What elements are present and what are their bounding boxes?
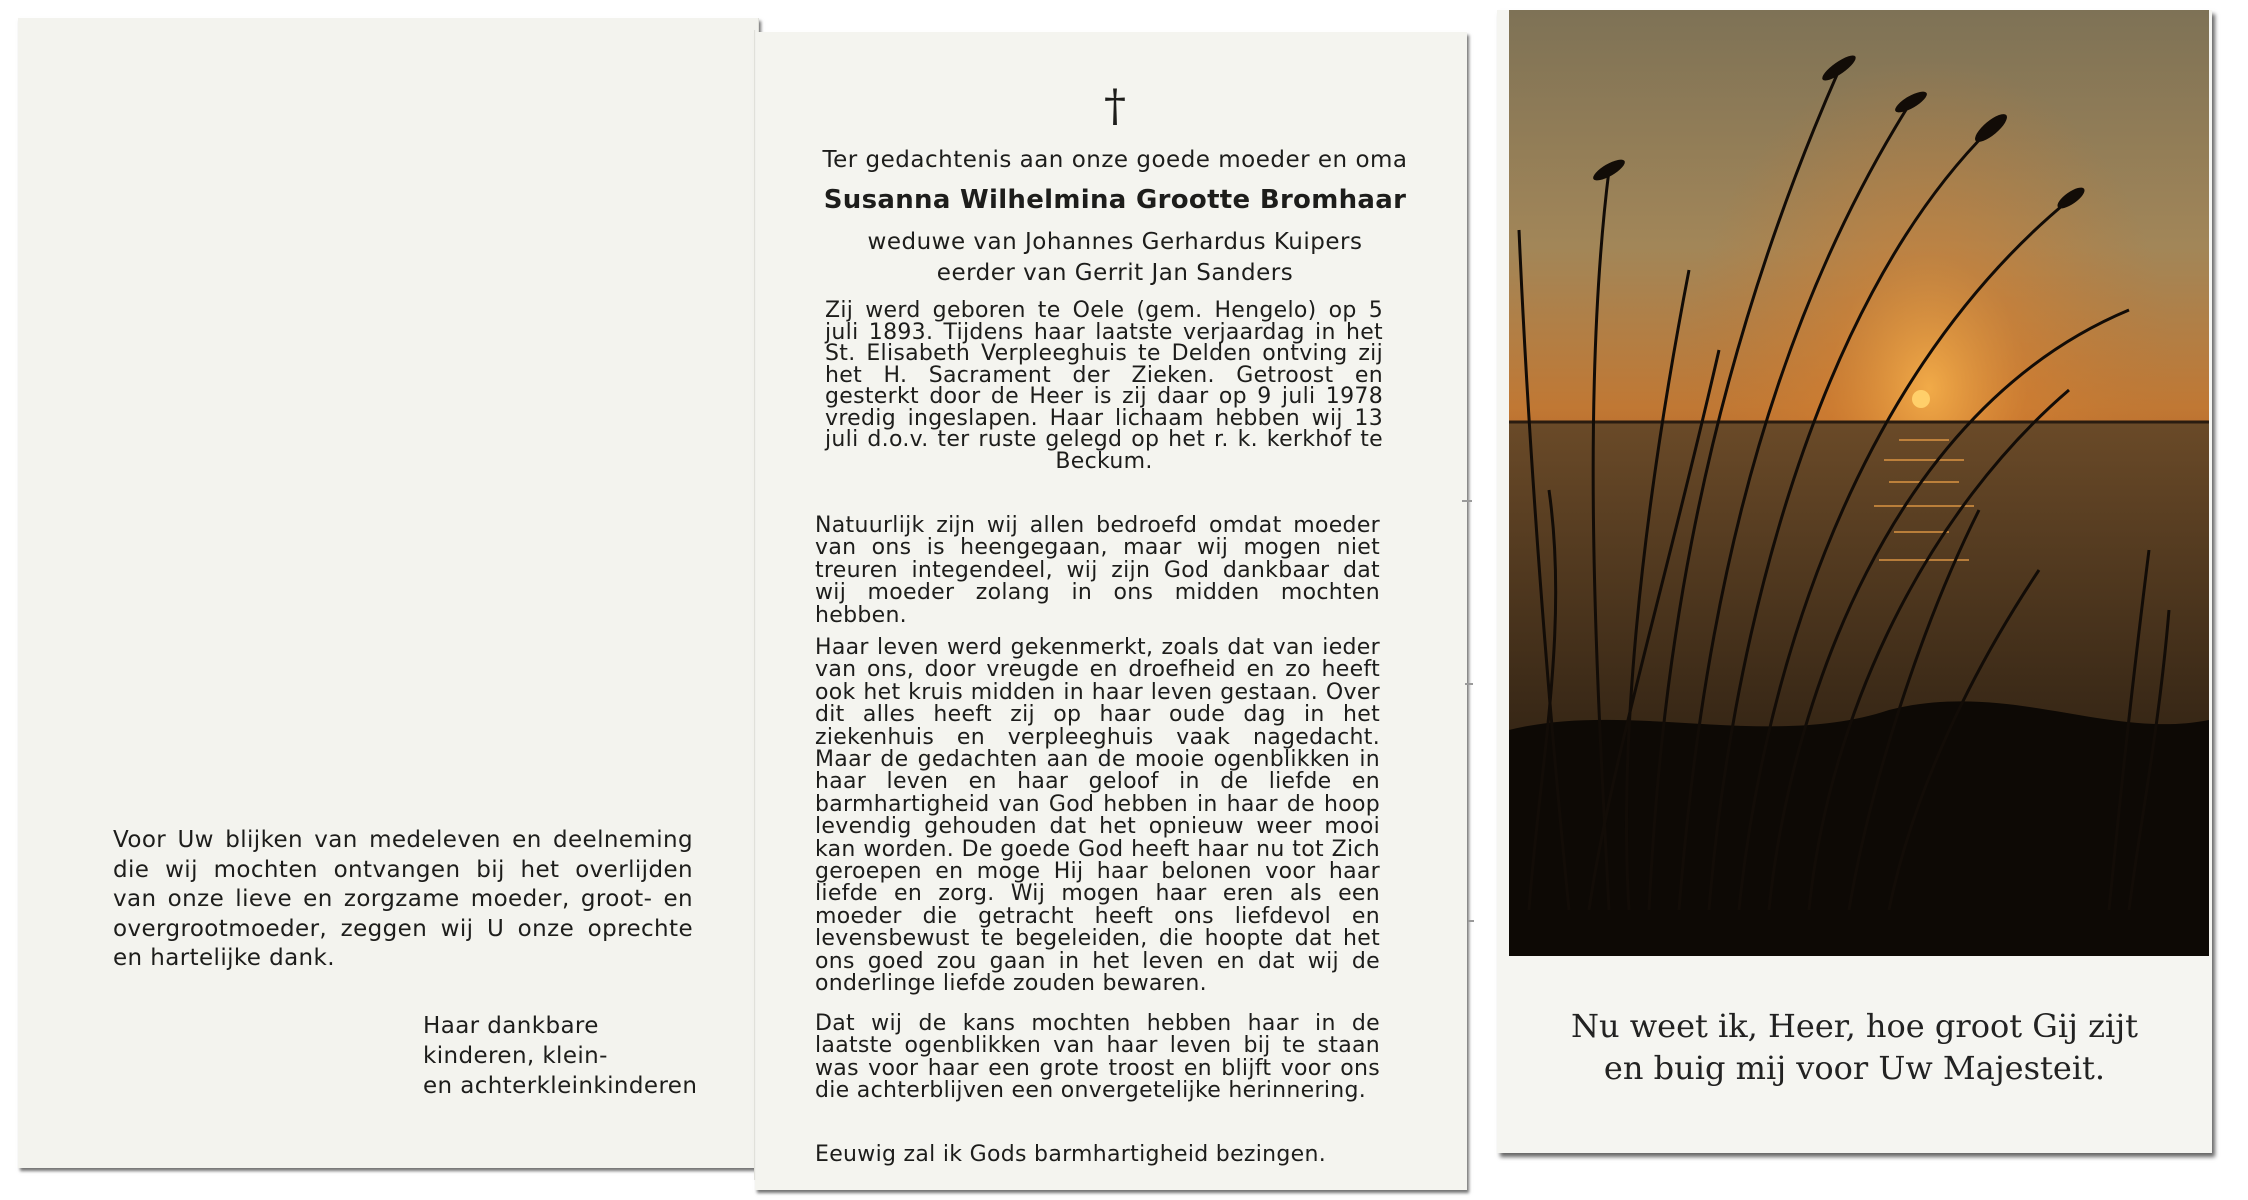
scan-mark xyxy=(1468,920,1474,922)
memorial-card-left-panel xyxy=(18,18,759,1168)
prayer-card-caption xyxy=(1497,1005,2212,1089)
scan-mark xyxy=(1465,683,1473,685)
signature-line: en achterkleinkinderen xyxy=(423,1073,698,1099)
biography-paragraph: Zij werd geboren te Oele (gem. Hengelo) op 5 juli 1893. Tijdens haar laatste verjaardag in het St. Elisabeth Verpleeghuis te Delden ontving zij het H. Sacrament der Zieken. Getroost en gesterkt door de Heer is zij daar op 9 juli 1978 vredig ingeslapen. Haar lichaam hebben wij 13 juli d.o.v. ter ruste gelegd op het r. k. kerkhof te Beckum. xyxy=(825,298,1383,474)
cross-symbol: † xyxy=(1104,81,1126,132)
text-paragraph: Dat wij de kans mochten hebben haar in de laatste ogenblikken van haar leven bij te staan was voor haar een grote troost en blijft voor ons die achterblijven een onvergetelijke herinnering. xyxy=(815,1011,1380,1104)
thanks-text: Voor Uw blijken van medeleven en deelneming die wij mochten ontvangen bij het overlijden van onze lieve en zorgzame moeder, groot- en overgrootmoeder, zeggen wij U onze oprechte en hartelijke dank. xyxy=(113,827,693,971)
memorial-intro: Ter gedachtenis aan onze goede moeder en oma xyxy=(822,147,1408,173)
earlier-married-line: eerder van Gerrit Jan Sanders xyxy=(936,260,1294,286)
deceased-name: Susanna Wilhelmina Grootte Bromhaar xyxy=(823,185,1407,215)
memorial-card-right-panel xyxy=(755,32,1467,1190)
sunset-reeds-photo xyxy=(1509,10,2209,956)
prayer-card xyxy=(1497,10,2212,1153)
signature-line: Haar dankbare xyxy=(423,1013,599,1039)
signature-line: kinderen, klein- xyxy=(423,1043,608,1069)
caption-line: Nu weet ik, Heer, hoe groot Gij zijt xyxy=(1570,1007,2139,1045)
caption-line: en buig mij voor Uw Majesteit. xyxy=(1603,1049,2106,1087)
card-fold xyxy=(754,30,756,1180)
text-paragraph: Haar leven werd gekenmerkt, zoals dat van ieder van ons, door vreugde en droefheid en zo heeft ook het kruis midden in haar leven gestaan. Over dit alles heeft zij op haar oude dag in het ziekenhuis en verpleeghuis vaak nagedacht. Maar de gedachten aan de mooie ogenblikken in haar leven en haar geloof in de liefde en barmhartigheid van God hebben in haar de hoop levendig gehouden dat het opnieuw weer mooi kan worden. De goede God heeft haar nu tot Zich geroepen en moge Hij haar belonen voor haar liefde en zorg. Wij mogen haar eren als een moeder die getracht heeft ons liefdevol en levensbewust te begeleiden, die hoopte dat het ons goed zou gaan in het leven en dat wij de onderlinge liefde zouden bewaren. xyxy=(815,635,1380,997)
text-paragraph: Natuurlijk zijn wij allen bedroefd omdat moeder van ons is heengegaan, maar wij mogen niet treuren integendeel, wij zijn God dankbaar dat wij moeder zolang in ons midden mochten hebben. xyxy=(815,513,1380,628)
closing-verse: Eeuwig zal ik Gods barmhartigheid bezingen. xyxy=(815,1142,1327,1167)
widow-of-line: weduwe van Johannes Gerhardus Kuipers xyxy=(867,229,1363,255)
scan-mark xyxy=(1462,500,1472,502)
